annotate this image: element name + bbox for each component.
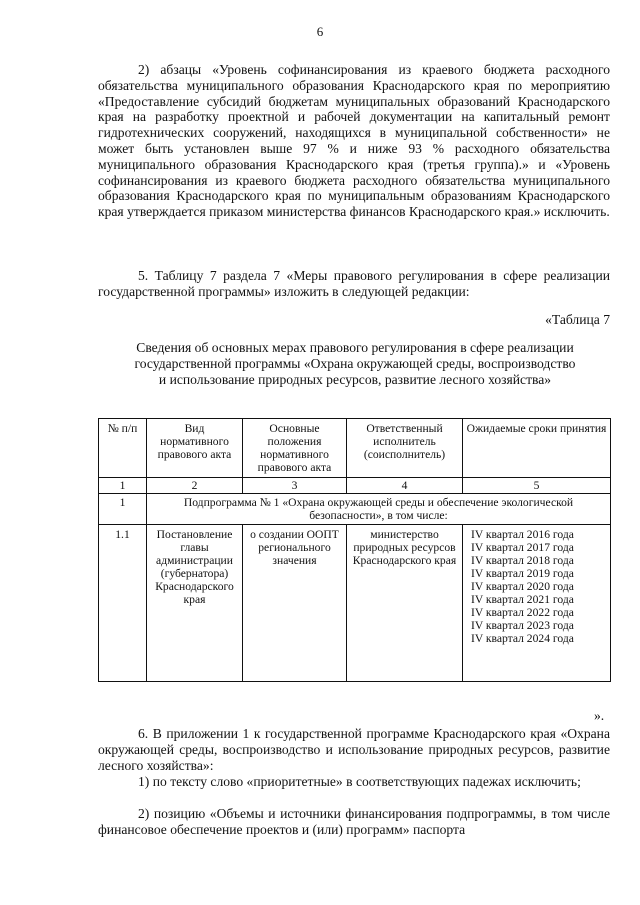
row-terms [463, 525, 611, 682]
closing-quote: ». [594, 708, 605, 723]
column-number-row [99, 478, 611, 494]
header-executor: Ответственный исполнитель (соисполнитель) [347, 419, 463, 478]
col-number: 3 [243, 478, 347, 494]
paragraph-item-1: 1) по тексту слово «приоритетные» в соответствующих падежах исключить; [138, 774, 581, 789]
table-row [99, 525, 611, 682]
term-item: IV квартал 2022 года [471, 606, 574, 619]
subprogram-num: 1 [99, 494, 147, 525]
term-item: IV квартал 2019 года [471, 567, 574, 580]
row-provisions: о создании ООПТ регионального значения [243, 525, 347, 682]
term-item: IV квартал 2020 года [471, 580, 574, 593]
subprogram-row [99, 494, 611, 525]
header-act-type: Вид нормативного правового акта [147, 419, 243, 478]
table-title: Сведения об основных мерах правового регулирования в сфере реализации государственной программы «Охрана окружающей среды, воспроизводство и использование природных ресурсов, развитие лесного хозяйства» [134, 340, 576, 387]
page-number: 6 [316, 24, 324, 39]
row-act-type: Постановление главы администрации (губернатора) Краснодарского края [147, 525, 243, 682]
measures-table [98, 418, 611, 682]
paragraph-amendment-2: 2) абзацы «Уровень софинансирования из краевого бюджета расходного обязательства муниципального образования Краснодарского края по мероприятию «Предоставление субсидий бюджетам муниципальных образований Краснодарского края на разработку проектной и рабочей документации на капитальный ремонт гидротехнических сооружений, находящихся в муниципальной собственности» не может быть установлен выше 97 % и ниже 93 % расходного обязательства муниципального образования Краснодарского края (третья группа).» и «Уровень софинансирования из краевого бюджета расходного обязательства муниципального образования Краснодарского края по муниципальным образованиям Краснодарского края утверждается приказом министерства финансов Краснодарского края.» исключить. [98, 62, 610, 220]
col-number: 5 [463, 478, 611, 494]
table-reference: «Таблица 7 [545, 312, 610, 327]
term-item: IV квартал 2017 года [471, 541, 574, 554]
header-num: № п/п [99, 419, 147, 478]
paragraph-amendment-6: 6. В приложении 1 к государственной программе Краснодарского края «Охрана окружающей среды, воспроизводство и использование природных ресурсов, развитие лесного хозяйства»: [98, 726, 610, 773]
term-item: IV квартал 2024 года [471, 632, 574, 645]
table-header-row [99, 419, 611, 478]
row-num: 1.1 [99, 525, 147, 682]
subprogram-title: Подпрограмма № 1 «Охрана окружающей среды и обеспечение экологической безопасности», в том числе: [147, 494, 611, 525]
term-item: IV квартал 2021 года [471, 593, 574, 606]
term-item: IV квартал 2023 года [471, 619, 574, 632]
paragraph-item-2: 2) позицию «Объемы и источники финансирования подпрограммы, в том числе финансовое обеспечение проектов и (или) программ» паспорта [98, 806, 610, 837]
header-terms: Ожидаемые сроки принятия [463, 419, 611, 478]
row-executor: министерство природных ресурсов Краснодарского края [347, 525, 463, 682]
paragraph-amendment-5: 5. Таблицу 7 раздела 7 «Меры правового регулирования в сфере реализации государственной программы» изложить в следующей редакции: [98, 268, 610, 299]
header-provisions: Основные положения нормативного правового акта [243, 419, 347, 478]
term-item: IV квартал 2018 года [471, 554, 574, 567]
col-number: 2 [147, 478, 243, 494]
col-number: 4 [347, 478, 463, 494]
col-number: 1 [99, 478, 147, 494]
term-item: IV квартал 2016 года [471, 528, 574, 541]
